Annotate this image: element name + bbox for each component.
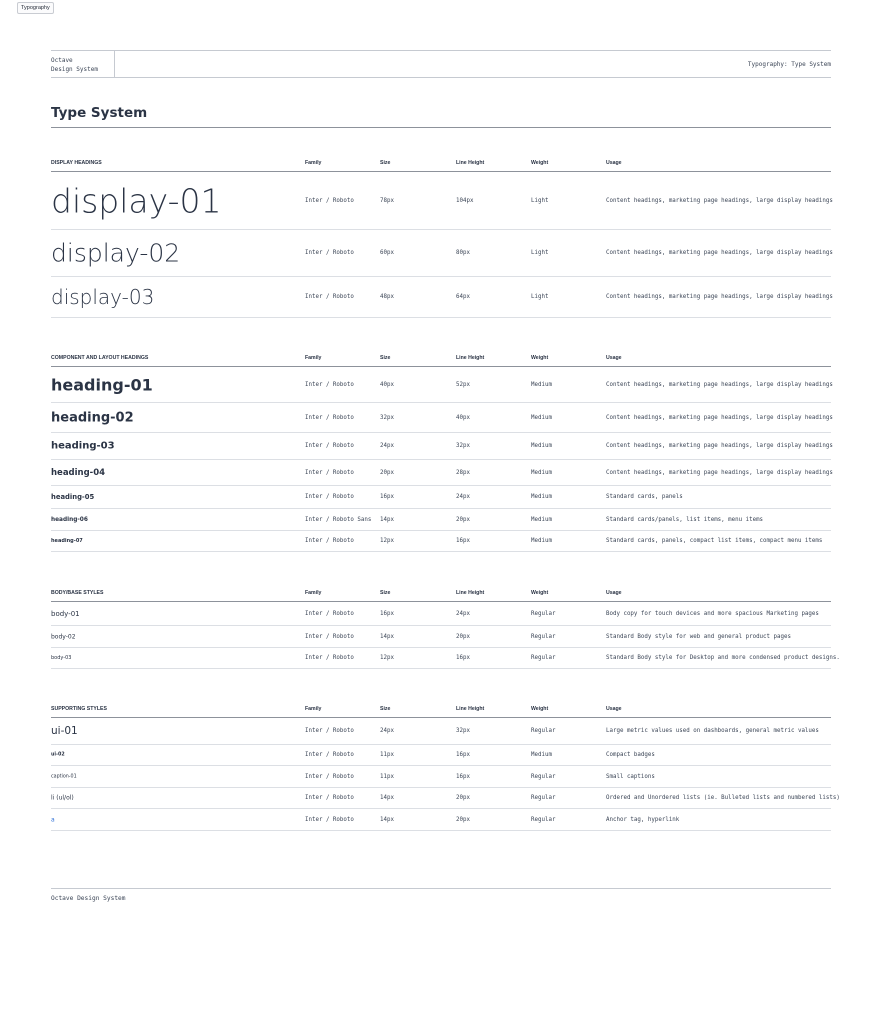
cell-weight: Light	[531, 250, 549, 256]
style-sample: heading-03	[51, 440, 115, 452]
col-family-header: Family	[305, 706, 322, 712]
style-sample: heading-04	[51, 467, 106, 478]
cell-size: 48px	[380, 294, 394, 300]
cell-family: Inter / Roboto	[305, 494, 354, 500]
cell-weight: Regular	[531, 773, 556, 780]
cell-line-height: 40px	[456, 414, 470, 421]
col-family-header: Family	[305, 160, 322, 166]
col-line-height-header: Line Height	[456, 590, 485, 596]
section-title: COMPONENT AND LAYOUT HEADINGS	[51, 355, 149, 361]
cell-usage: Content headings, marketing page headings, large display headings	[606, 381, 833, 388]
section-display-headings	[51, 158, 831, 318]
page-title: Type System	[51, 105, 831, 128]
cell-line-height: 64px	[456, 294, 470, 300]
cell-weight: Regular	[531, 728, 556, 734]
table-row	[51, 648, 840, 669]
cell-size: 14px	[380, 795, 394, 801]
cell-family: Inter / Roboto	[305, 655, 354, 661]
style-sample: ui-01	[51, 725, 78, 737]
cell-usage: Standard cards, panels	[606, 494, 683, 500]
col-line-height-header: Line Height	[456, 706, 485, 712]
style-sample: body-02	[51, 633, 76, 640]
cell-family: Inter / Roboto Sans	[305, 516, 372, 523]
cell-usage: Content headings, marketing page headings, large display headings	[606, 197, 833, 204]
cell-size: 32px	[380, 414, 394, 421]
cell-weight: Medium	[531, 469, 552, 476]
table-row	[51, 486, 831, 509]
col-size-header: Size	[380, 590, 391, 596]
cell-line-height: 52px	[456, 381, 470, 388]
style-sample: heading-07	[51, 538, 83, 544]
table-row	[51, 230, 831, 277]
cell-weight: Medium	[531, 414, 552, 421]
cell-usage: Large metric values used on dashboards, general metric values	[606, 728, 819, 734]
cell-weight: Regular	[531, 816, 556, 823]
brand-line-1: Octave	[51, 57, 73, 64]
style-sample: body-03	[51, 655, 72, 661]
cell-line-height: 20px	[456, 816, 470, 823]
cell-line-height: 24px	[456, 494, 470, 500]
doc-header	[51, 50, 831, 78]
cell-weight: Regular	[531, 795, 556, 801]
table-row	[51, 509, 831, 531]
style-sample: heading-05	[51, 493, 95, 501]
cell-family: Inter / Roboto	[305, 469, 354, 476]
cell-family: Inter / Roboto	[305, 197, 354, 204]
cell-size: 14px	[380, 816, 394, 823]
cell-weight: Medium	[531, 752, 552, 758]
table-row	[51, 766, 831, 788]
col-weight-header: Weight	[531, 160, 549, 166]
col-family-header: Family	[305, 355, 322, 361]
cell-weight: Medium	[531, 381, 552, 388]
cell-line-height: 80px	[456, 250, 470, 256]
cell-usage: Content headings, marketing page headings, large display headings	[606, 294, 833, 300]
table-row	[51, 809, 831, 831]
cell-size: 14px	[380, 633, 394, 640]
cell-usage: Standard cards, panels, compact list items, compact menu items	[606, 538, 823, 544]
cell-usage: Content headings, marketing page headings, large display headings	[606, 414, 833, 421]
doc-breadcrumb: Typography: Type System	[747, 61, 831, 68]
style-sample: display-03	[51, 285, 155, 309]
col-family-header: Family	[305, 590, 322, 596]
table-row	[51, 367, 831, 403]
page-footer: Octave Design System	[51, 888, 831, 902]
table-row	[51, 403, 831, 433]
cell-usage: Ordered and Unordered lists (ie. Bulleted lists and numbered lists)	[606, 795, 840, 801]
cell-usage: Body copy for touch devices and more spacious Marketing pages	[606, 610, 819, 617]
style-sample: heading-02	[51, 410, 134, 425]
cell-usage: Content headings, marketing page headings, large display headings	[606, 469, 833, 476]
section-title: DISPLAY HEADINGS	[51, 160, 102, 166]
cell-family: Inter / Roboto	[305, 414, 354, 421]
col-weight-header: Weight	[531, 590, 549, 596]
cell-usage: Standard Body style for web and general product pages	[606, 633, 791, 640]
col-weight-header: Weight	[531, 706, 549, 712]
cell-line-height: 16px	[456, 752, 470, 758]
cell-size: 11px	[380, 773, 394, 780]
style-sample: display-02	[51, 238, 181, 268]
table-row	[51, 718, 831, 745]
cell-line-height: 24px	[456, 610, 470, 617]
cell-weight: Medium	[531, 494, 552, 500]
table-row	[51, 788, 840, 809]
section-header	[51, 588, 831, 602]
cell-size: 16px	[380, 610, 394, 617]
cell-usage: Anchor tag, hyperlink	[606, 816, 680, 823]
cell-usage: Compact badges	[606, 752, 655, 758]
cell-line-height: 28px	[456, 469, 470, 476]
cell-weight: Medium	[531, 443, 552, 449]
cell-weight: Regular	[531, 610, 556, 617]
anchor-sample-link[interactable]: a	[51, 816, 55, 823]
cell-line-height: 32px	[456, 443, 470, 449]
cell-family: Inter / Roboto	[305, 728, 354, 734]
section-body-styles	[51, 588, 840, 669]
cell-size: 12px	[380, 655, 394, 661]
cell-family: Inter / Roboto	[305, 795, 354, 801]
cell-usage: Standard cards/panels, list items, menu items	[606, 516, 764, 523]
cell-size: 14px	[380, 516, 394, 523]
section-header	[51, 158, 831, 172]
cell-size: 78px	[380, 197, 394, 204]
style-sample: ui-02	[51, 752, 65, 758]
cell-family: Inter / Roboto	[305, 633, 354, 640]
cell-line-height: 104px	[456, 197, 474, 204]
cell-weight: Light	[531, 294, 549, 300]
cell-line-height: 20px	[456, 516, 470, 523]
col-size-header: Size	[380, 160, 391, 166]
cell-family: Inter / Roboto	[305, 816, 354, 823]
cell-line-height: 16px	[456, 655, 470, 661]
typography-tab-button[interactable]: Typography	[17, 2, 54, 14]
table-row	[51, 460, 831, 486]
style-sample: heading-01	[51, 375, 153, 394]
cell-family: Inter / Roboto	[305, 773, 354, 780]
section-title: SUPPORTING STYLES	[51, 706, 107, 712]
table-row	[51, 602, 831, 626]
table-row	[51, 433, 831, 460]
cell-size: 11px	[380, 752, 394, 758]
col-usage-header: Usage	[606, 590, 622, 596]
table-row	[51, 745, 831, 766]
section-title: BODY/BASE STYLES	[51, 590, 104, 596]
col-size-header: Size	[380, 706, 391, 712]
cell-weight: Regular	[531, 655, 556, 661]
brand-block	[51, 51, 115, 77]
cell-weight: Regular	[531, 633, 556, 640]
style-sample: heading-06	[51, 516, 88, 523]
cell-usage: Small captions	[606, 773, 655, 780]
col-line-height-header: Line Height	[456, 160, 485, 166]
cell-family: Inter / Roboto	[305, 538, 354, 544]
col-usage-header: Usage	[606, 706, 622, 712]
cell-family: Inter / Roboto	[305, 752, 354, 758]
section-header	[51, 353, 831, 367]
cell-line-height: 20px	[456, 795, 470, 801]
table-row	[51, 626, 831, 648]
col-usage-header: Usage	[606, 355, 622, 361]
table-row	[51, 172, 831, 230]
cell-size: 20px	[380, 469, 394, 476]
cell-line-height: 16px	[456, 773, 470, 780]
cell-weight: Medium	[531, 516, 552, 523]
style-sample: body-01	[51, 609, 80, 618]
table-row	[51, 531, 831, 552]
cell-weight: Medium	[531, 538, 552, 544]
section-header	[51, 704, 831, 718]
col-size-header: Size	[380, 355, 391, 361]
section-component-headings	[51, 353, 831, 552]
col-usage-header: Usage	[606, 160, 622, 166]
cell-usage: Content headings, marketing page headings, large display headings	[606, 443, 833, 449]
cell-family: Inter / Roboto	[305, 443, 354, 449]
cell-family: Inter / Roboto	[305, 250, 354, 256]
style-sample: display-01	[51, 181, 222, 220]
table-row	[51, 277, 831, 318]
cell-weight: Light	[531, 197, 549, 204]
cell-size: 40px	[380, 381, 394, 388]
cell-size: 24px	[380, 443, 394, 449]
brand-line-2: Design System	[51, 65, 98, 73]
cell-usage: Content headings, marketing page headings, large display headings	[606, 250, 833, 256]
style-sample: li (ul/ol)	[51, 794, 74, 802]
cell-family: Inter / Roboto	[305, 294, 354, 300]
cell-line-height: 32px	[456, 728, 470, 734]
cell-family: Inter / Roboto	[305, 381, 354, 388]
cell-family: Inter / Roboto	[305, 610, 354, 617]
col-line-height-header: Line Height	[456, 355, 485, 361]
cell-size: 24px	[380, 728, 394, 734]
section-supporting-styles	[51, 704, 840, 831]
cell-line-height: 16px	[456, 538, 470, 544]
cell-size: 60px	[380, 250, 394, 256]
cell-usage: Standard Body style for Desktop and more condensed product designs.	[606, 655, 840, 661]
style-sample: caption-01	[51, 774, 77, 779]
cell-size: 12px	[380, 538, 394, 544]
col-weight-header: Weight	[531, 355, 549, 361]
cell-line-height: 20px	[456, 633, 470, 640]
cell-size: 16px	[380, 494, 394, 500]
